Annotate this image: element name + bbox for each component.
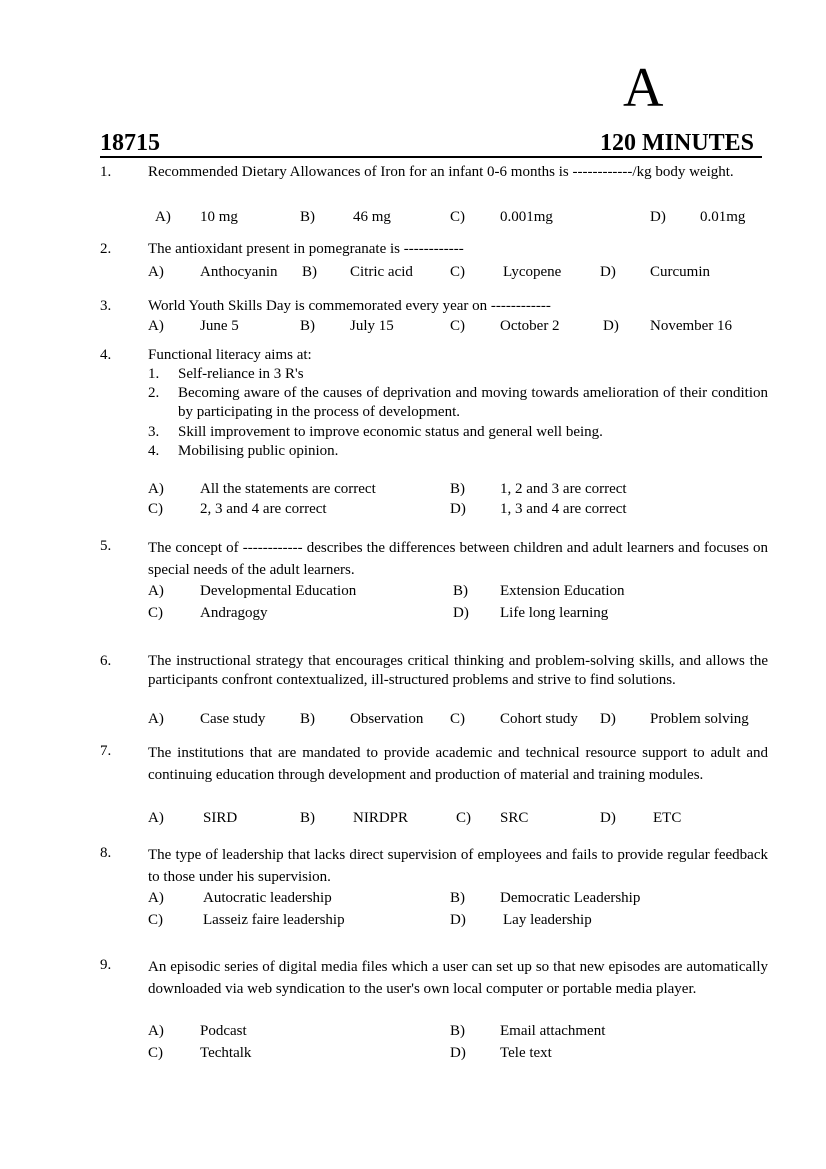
statement-number: 3. [148, 424, 160, 440]
option-text: July 15 [350, 318, 394, 334]
option-letter: D) [450, 912, 466, 928]
question-stem: Recommended Dietary Allowances of Iron for an infant 0-6 months is ------------/kg body weight. [148, 164, 734, 180]
question-number: 4. [100, 347, 112, 363]
option-letter: A) [148, 264, 164, 280]
option-letter: A) [148, 890, 164, 906]
option-text: Curcumin [650, 264, 710, 280]
statement-text: Self-reliance in 3 R's [178, 366, 304, 382]
option-letter: C) [450, 209, 465, 225]
option-text: Andragogy [200, 605, 268, 621]
header-underline [100, 156, 762, 158]
option-text: 46 mg [353, 209, 391, 225]
option-text: Observation [350, 711, 424, 727]
option-letter: A) [148, 583, 164, 599]
option-letter: C) [450, 711, 465, 727]
option-text: Lay leadership [503, 912, 592, 928]
option-text: Cohort study [500, 711, 578, 727]
paper-code: 18715 [100, 130, 160, 156]
statement-text: Becoming aware of the causes of deprivation and moving towards amelioration of their condition by participating in the process of development. [178, 385, 768, 420]
option-text: All the statements are correct [200, 481, 376, 497]
option-text: Podcast [200, 1023, 247, 1039]
option-text: 1, 3 and 4 are correct [500, 501, 627, 517]
option-letter: B) [300, 810, 315, 826]
option-letter: A) [148, 810, 164, 826]
option-letter: A) [148, 318, 164, 334]
question-stem: The type of leadership that lacks direct supervision of employees and fails to provide regular feedback to those under his supervision. [148, 847, 768, 885]
option-letter: C) [450, 264, 465, 280]
option-letter: B) [300, 711, 315, 727]
option-text: 0.001mg [500, 209, 553, 225]
question-number: 7. [100, 743, 112, 759]
option-letter: D) [600, 711, 616, 727]
question-stem: Functional literacy aims at: [148, 347, 312, 363]
option-letter: D) [600, 264, 616, 280]
question-number: 1. [100, 164, 112, 180]
option-letter: C) [456, 810, 471, 826]
option-letter: D) [603, 318, 619, 334]
option-text: October 2 [500, 318, 560, 334]
option-letter: D) [450, 1045, 466, 1061]
statement-number: 1. [148, 366, 160, 382]
option-letter: D) [650, 209, 666, 225]
option-text: Tele text [500, 1045, 552, 1061]
option-text: Autocratic leadership [203, 890, 332, 906]
option-text: June 5 [200, 318, 239, 334]
option-text: Techtalk [200, 1045, 252, 1061]
option-text: 2, 3 and 4 are correct [200, 501, 327, 517]
question-stem: The instructional strategy that encourages critical thinking and problem-solving skills, and allows the participants confront contextualized, ill-structured problems and strive to find solutions. [148, 653, 768, 688]
option-letter: A) [148, 711, 164, 727]
option-letter: C) [148, 1045, 163, 1061]
statement-number: 2. [148, 385, 160, 401]
statement-number: 4. [148, 443, 160, 459]
option-letter: B) [300, 318, 315, 334]
question-set-letter: A [623, 57, 664, 119]
option-letter: D) [450, 501, 466, 517]
option-text: NIRDPR [353, 810, 409, 826]
option-text: Democratic Leadership [500, 890, 641, 906]
option-letter: B) [453, 583, 468, 599]
question-stem: The institutions that are mandated to provide academic and technical resource support to adult and continuing education through development and production of material and training modules. [148, 745, 768, 783]
option-letter: A) [148, 1023, 164, 1039]
option-text: November 16 [650, 318, 733, 334]
option-letter: C) [148, 605, 163, 621]
option-text: 1, 2 and 3 are correct [500, 481, 627, 497]
option-text: Developmental Education [200, 583, 357, 599]
question-number: 6. [100, 653, 112, 669]
statement-text: Skill improvement to improve economic status and general well being. [178, 424, 603, 440]
exam-duration: 120 MINUTES [600, 130, 755, 156]
option-text: ETC [653, 810, 682, 826]
question-number: 8. [100, 845, 112, 861]
option-text: SRC [500, 810, 529, 826]
option-text: 10 mg [200, 209, 238, 225]
option-letter: B) [300, 209, 315, 225]
option-text: Case study [200, 711, 266, 727]
option-text: Problem solving [650, 711, 749, 727]
question-stem: World Youth Skills Day is commemorated every year on ------------ [148, 298, 551, 314]
question-number: 9. [100, 957, 112, 973]
question-number: 3. [100, 298, 112, 314]
option-letter: A) [148, 481, 164, 497]
option-text: SIRD [203, 810, 238, 826]
question-stem: The concept of ------------ describes the differences between children and adult learners and focuses on special needs of the adult learners. [148, 540, 768, 578]
option-text: Lasseiz faire leadership [203, 912, 345, 928]
option-letter: C) [148, 501, 163, 517]
option-letter: A) [155, 209, 171, 225]
option-letter: C) [450, 318, 465, 334]
question-number: 2. [100, 241, 112, 257]
option-text: Anthocyanin [200, 264, 278, 280]
option-letter: B) [450, 1023, 465, 1039]
option-text: Extension Education [500, 583, 625, 599]
option-text: Life long learning [500, 605, 609, 621]
option-text: Lycopene [503, 264, 562, 280]
question-stem: An episodic series of digital media files which a user can set up so that new episodes are automatically downloaded via web syndication to the user's own local computer or portable media player. [148, 959, 768, 997]
option-letter: B) [450, 890, 465, 906]
option-letter: C) [148, 912, 163, 928]
option-text: Email attachment [500, 1023, 606, 1039]
option-text: Citric acid [350, 264, 413, 280]
statement-text: Mobilising public opinion. [178, 443, 339, 459]
question-number: 5. [100, 538, 112, 554]
option-letter: D) [600, 810, 616, 826]
option-letter: B) [450, 481, 465, 497]
option-letter: B) [302, 264, 317, 280]
option-text: 0.01mg [700, 209, 746, 225]
question-stem: The antioxidant present in pomegranate is ------------ [148, 241, 464, 257]
option-letter: D) [453, 605, 469, 621]
